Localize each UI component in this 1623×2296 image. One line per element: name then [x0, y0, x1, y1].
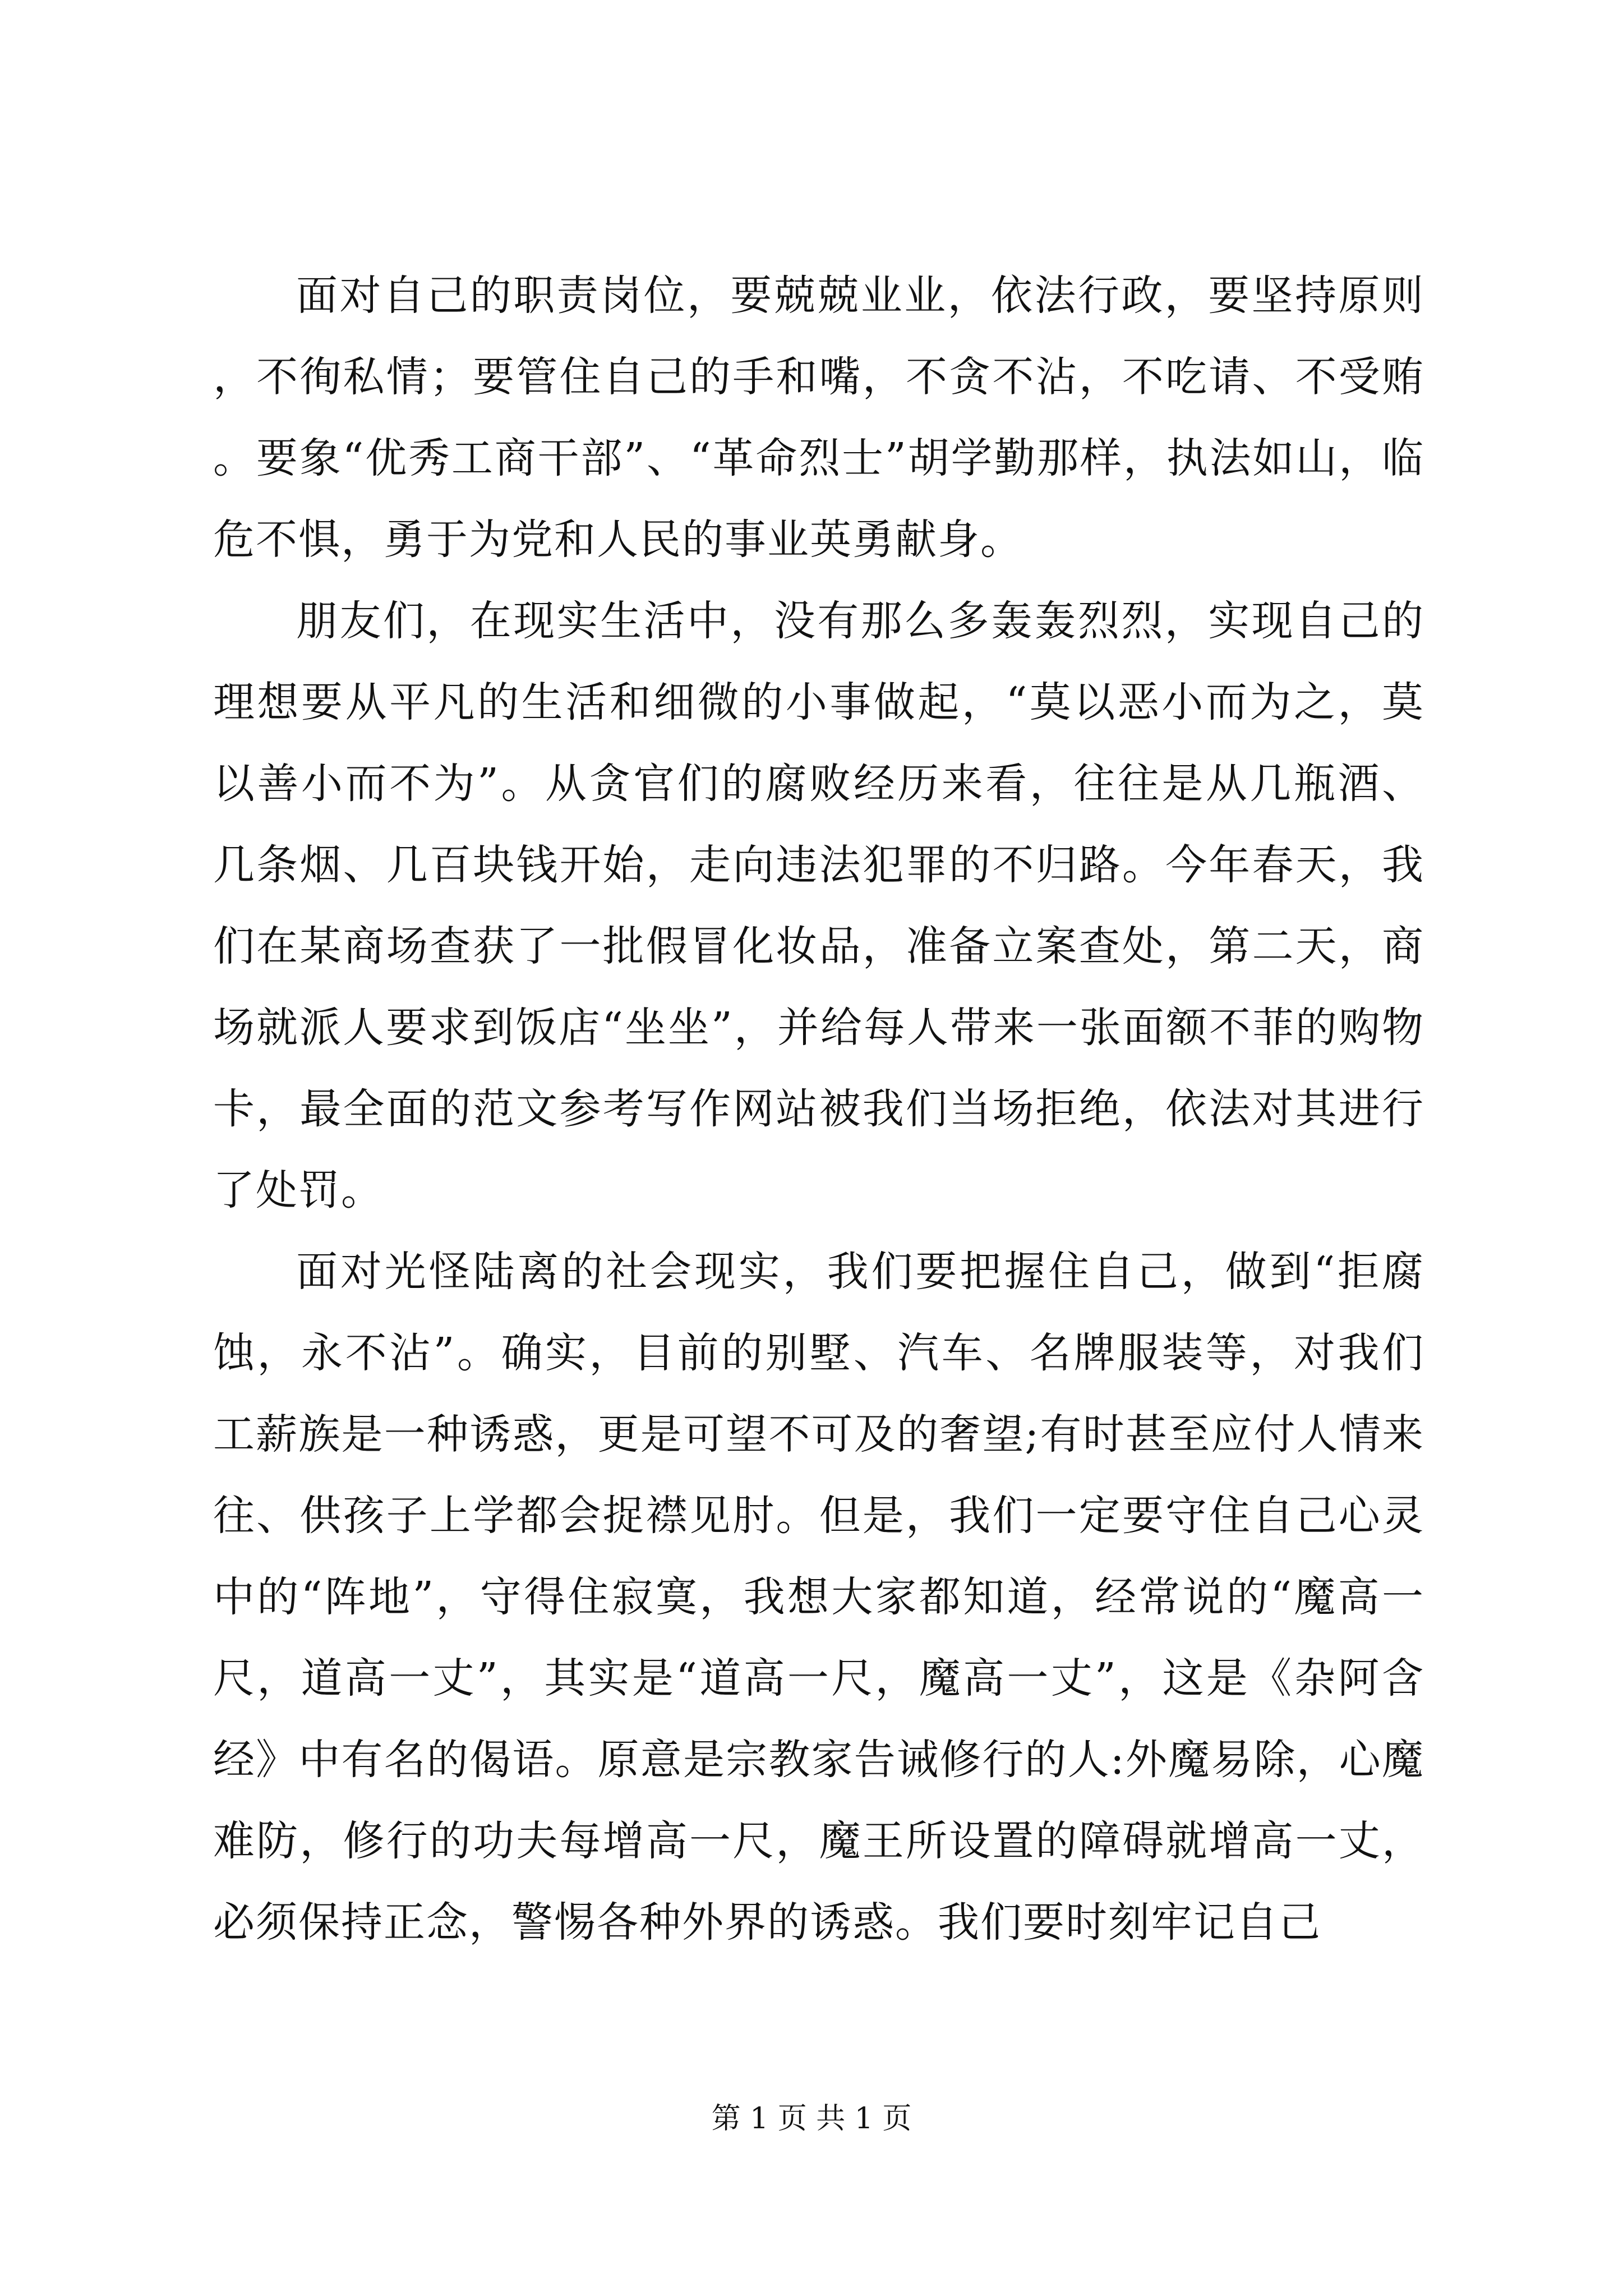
- paragraph-temptation: 面对光怪陆离的社会现实，我们要把握住自己，做到“拒腐蚀，永不沾”。确实，目前的别墅、汽车、名牌服装等，对我们工薪族是一种诱惑，更是可望不可及的奢望;有时甚至应付人情来往、供孩子上学都会捉襟见肘。但是，我们一定要守住自己心灵中的“阵地”，守得住寂寞，我想大家都知道，经常说的“魔高一尺，道高一丈”，其实是“道高一尺，魔高一丈”，这是《杂阿含经》中有名的偈语。原意是宗教家告诫修行的人:外魔易除，心魔难防，修行的功夫每增高一尺，魔王所设置的障碍就增高一丈，必须保持正念，警惕各种外界的诱惑。我们要时刻牢记自己: [213, 1248, 1424, 1947]
- paragraph-daily-life: 朋友们，在现实生活中，没有那么多轰轰烈烈，实现自己的理想要从平凡的生活和细微的小事做起，“莫以恶小而为之，莫以善小而不为”。从贪官们的腐败经历来看，往往是从几瓶酒、几条烟、几百块钱开始，走向违法犯罪的不归路。今年春天，我们在某商场查获了一批假冒化妆品，准备立案查处，第二天，商场就派人要求到饭店“坐坐”，并给每人带来一张面额不菲的购物卡，最全面的范文参考写作网站被我们当场拒绝，依法对其进行了处罚。: [213, 597, 1424, 1214]
- paragraph-duty: 面对自己的职责岗位，要兢兢业业，依法行政，要坚持原则，不徇私情；要管住自己的手和嘴，不贪不沾，不吃请、不受贿。要象“优秀工商干部”、“革命烈士”胡学勤那样，执法如山，临危不惧，勇于为党和人民的事业英勇献身。: [213, 272, 1424, 564]
- page-footer: 第 1 页 共 1 页: [711, 2102, 912, 2136]
- document-body: [213, 255, 1424, 1963]
